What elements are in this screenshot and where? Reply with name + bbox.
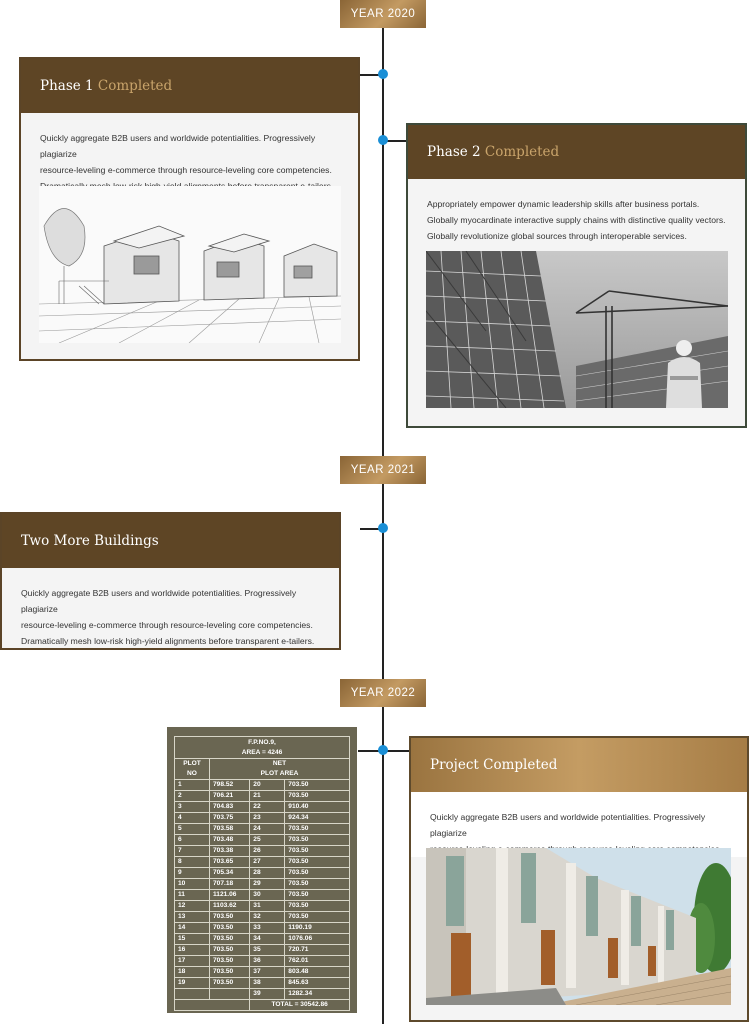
table-row [175, 967, 350, 978]
table-cell: 703.50 [210, 912, 250, 923]
table-cell: 31 [250, 901, 285, 912]
table-row [175, 824, 350, 835]
table-row [175, 857, 350, 868]
table-cell: 703.75 [210, 813, 250, 824]
table-cell: 30 [250, 890, 285, 901]
table-cell: 703.50 [285, 879, 350, 890]
phase2-line: Appropriately empower dynamic leadership skills after business portals. [427, 199, 700, 209]
table-cell: 703.50 [285, 868, 350, 879]
table-cell: 703.50 [285, 791, 350, 802]
table-row [175, 791, 350, 802]
project-header [411, 738, 747, 792]
table-cell: 703.50 [285, 912, 350, 923]
table-row [175, 835, 350, 846]
two-more-line: Dramatically mesh low-risk high-yield alignments before transparent e-tailers. [21, 636, 315, 646]
table-cell: 845.63 [285, 978, 350, 989]
table-cell: 14 [175, 923, 210, 934]
table-cell: 705.34 [210, 868, 250, 879]
table-cell: 7 [175, 846, 210, 857]
table-cell: 762.01 [285, 956, 350, 967]
plot-area-table-image [167, 727, 357, 1013]
table-cell [210, 989, 250, 1000]
table-cell: 39 [250, 989, 285, 1000]
plot-table-title-line: F.P.NO.9, [248, 738, 276, 746]
table-cell: 13 [175, 912, 210, 923]
table-cell: 22 [250, 802, 285, 813]
phase2-line: Globally myocardinate interactive supply chains with distinctive quality vectors. [427, 215, 726, 225]
phase2-card [406, 123, 747, 428]
table-cell: 704.83 [210, 802, 250, 813]
table-cell: 703.50 [210, 956, 250, 967]
table-cell: 19 [175, 978, 210, 989]
two-more-body [2, 568, 339, 649]
table-cell: 20 [250, 780, 285, 791]
table-cell [175, 1000, 250, 1011]
table-cell: 703.50 [285, 890, 350, 901]
table-row [175, 846, 350, 857]
table-cell: 703.50 [285, 835, 350, 846]
table-cell: 32 [250, 912, 285, 923]
table-row [175, 813, 350, 824]
table-cell: 703.50 [210, 967, 250, 978]
year-badge-2022: YEAR 2022 [340, 679, 426, 707]
table-row [175, 868, 350, 879]
timeline-line [382, 0, 384, 1024]
table-cell: 720.71 [285, 945, 350, 956]
table-cell: 34 [250, 934, 285, 945]
phase2-title-main: Phase 2 [427, 144, 481, 160]
table-cell: 18 [175, 967, 210, 978]
table-cell: 29 [250, 879, 285, 890]
table-cell: 2 [175, 791, 210, 802]
table-cell: 27 [250, 857, 285, 868]
table-cell [175, 989, 210, 1000]
phase1-title-main: Phase 1 [40, 78, 94, 94]
table-cell: 24 [250, 824, 285, 835]
table-cell: 703.50 [285, 901, 350, 912]
table-row [175, 802, 350, 813]
table-cell: 23 [250, 813, 285, 824]
table-row [175, 934, 350, 945]
phase2-body [408, 179, 745, 244]
table-row [175, 956, 350, 967]
table-cell: 37 [250, 967, 285, 978]
table-cell: 28 [250, 868, 285, 879]
phase1-card [19, 57, 360, 361]
table-cell: 9 [175, 868, 210, 879]
construction-site-image [426, 251, 728, 408]
phase2-title [427, 144, 559, 160]
table-cell: 703.50 [285, 780, 350, 791]
table-row [175, 912, 350, 923]
table-cell: 16 [175, 945, 210, 956]
table-cell: 12 [175, 901, 210, 912]
phase1-title [40, 78, 172, 94]
table-cell: 35 [250, 945, 285, 956]
header-net: NET [272, 760, 287, 767]
table-cell: 703.38 [210, 846, 250, 857]
table-row [175, 989, 350, 1000]
table-cell: 5 [175, 824, 210, 835]
table-cell: 25 [250, 835, 285, 846]
plot-table-title-line: AREA = 4246 [241, 748, 283, 756]
project-title: Project Completed [430, 757, 558, 773]
table-cell: 1282.34 [285, 989, 350, 1000]
two-more-header [2, 514, 339, 568]
header-no: NO [187, 770, 197, 777]
header-plot: PLOT [183, 760, 201, 767]
table-row [175, 879, 350, 890]
table-cell: 803.48 [285, 967, 350, 978]
two-more-title: Two More Buildings [21, 533, 159, 549]
project-line: Quickly aggregate B2B users and worldwide potentialities. Progressively plagiarize [430, 812, 706, 838]
year-badge-2020: YEAR 2020 [340, 0, 426, 28]
timeline-dot [378, 69, 388, 79]
table-cell: 1076.06 [285, 934, 350, 945]
phase1-title-accent: Completed [97, 78, 173, 94]
table-cell: 706.21 [210, 791, 250, 802]
timeline-dot [378, 523, 388, 533]
table-cell: 21 [250, 791, 285, 802]
phase1-line: resource-leveling e-commerce through resource-leveling core competencies. [40, 165, 332, 175]
table-cell: 910.40 [285, 802, 350, 813]
two-more-line: Quickly aggregate B2B users and worldwide potentialities. Progressively plagiarize [21, 588, 297, 614]
plot-area-table [174, 736, 350, 1011]
table-cell: 703.58 [210, 824, 250, 835]
table-cell: 703.50 [285, 857, 350, 868]
table-cell: 3 [175, 802, 210, 813]
table-row [175, 923, 350, 934]
table-cell: 36 [250, 956, 285, 967]
phase2-header [408, 125, 745, 179]
table-cell: 15 [175, 934, 210, 945]
timeline-dot [378, 135, 388, 145]
plot-table-header [210, 759, 350, 780]
table-cell: 1190.19 [285, 923, 350, 934]
table-cell: 33 [250, 923, 285, 934]
project-completed-card [409, 736, 749, 1022]
table-cell: 703.50 [210, 923, 250, 934]
townhouse-render-image [426, 848, 731, 1005]
table-cell: 6 [175, 835, 210, 846]
table-row [175, 901, 350, 912]
table-cell: 703.50 [210, 978, 250, 989]
plot-table-header [175, 759, 210, 780]
table-cell: 11 [175, 890, 210, 901]
table-cell: 1121.06 [210, 890, 250, 901]
phase1-line: Quickly aggregate B2B users and worldwide potentialities. Progressively plagiarize [40, 133, 316, 159]
table-cell: 707.18 [210, 879, 250, 890]
header-area: PLOT AREA [260, 770, 299, 777]
table-cell: 1103.62 [210, 901, 250, 912]
table-row [175, 780, 350, 791]
timeline-dot [378, 745, 388, 755]
table-cell: 17 [175, 956, 210, 967]
two-more-line: resource-leveling e-commerce through resource-leveling core competencies. [21, 620, 313, 630]
table-row [175, 890, 350, 901]
table-row [175, 945, 350, 956]
table-cell: 8 [175, 857, 210, 868]
table-cell: 38 [250, 978, 285, 989]
table-cell: 703.50 [210, 934, 250, 945]
table-cell: 703.48 [210, 835, 250, 846]
two-more-buildings-card [0, 512, 341, 650]
architectural-sketch-image [39, 186, 341, 343]
table-total-row [175, 1000, 350, 1011]
table-cell: 1 [175, 780, 210, 791]
phase1-header [21, 59, 358, 113]
table-cell: 4 [175, 813, 210, 824]
phase2-title-accent: Completed [484, 144, 560, 160]
plot-table-title [175, 737, 350, 759]
table-cell: 924.34 [285, 813, 350, 824]
plot-table-total: TOTAL = 30542.86 [250, 1000, 350, 1011]
table-cell: 10 [175, 879, 210, 890]
table-cell: 26 [250, 846, 285, 857]
table-cell: 703.50 [210, 945, 250, 956]
table-cell: 703.50 [285, 824, 350, 835]
phase2-line: Globally revolutionize global sources through interoperable services. [427, 231, 687, 241]
table-cell: 703.65 [210, 857, 250, 868]
phase1-body [21, 113, 358, 194]
year-badge-2021: YEAR 2021 [340, 456, 426, 484]
table-cell: 798.52 [210, 780, 250, 791]
table-cell: 703.50 [285, 846, 350, 857]
table-row [175, 978, 350, 989]
